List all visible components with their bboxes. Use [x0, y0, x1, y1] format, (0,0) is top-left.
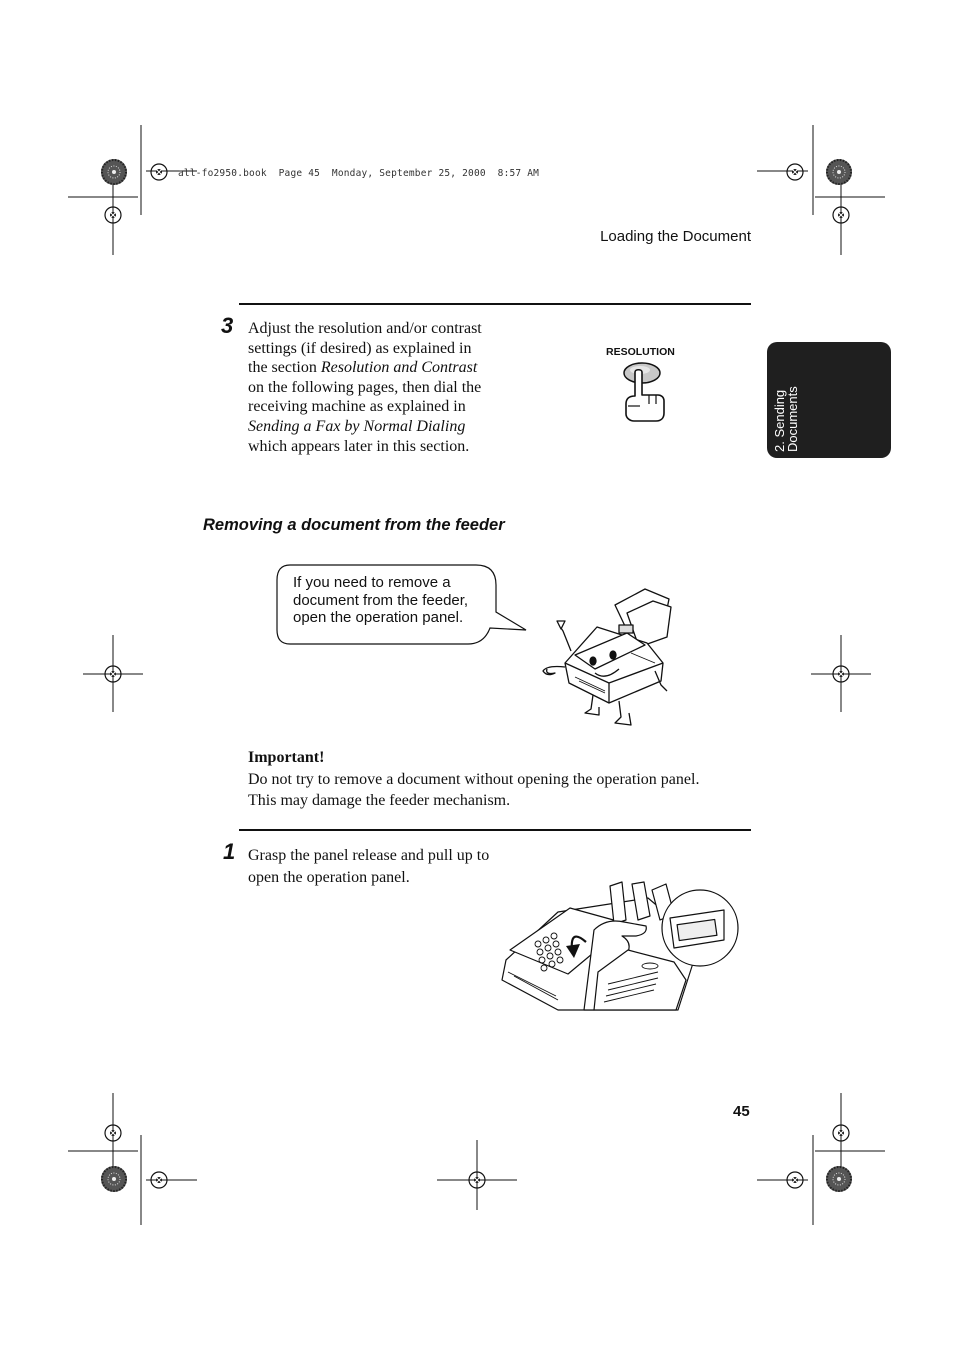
step-3-line: receiving machine as explained in — [248, 398, 466, 416]
open-operation-panel-illustration — [498, 880, 743, 1012]
chapter-tab-line-1: 2. Sending — [772, 389, 787, 452]
chapter-tab-label — [773, 348, 813, 452]
bubble-line: open the operation panel. — [293, 609, 464, 626]
fax-mascot-illustration — [535, 585, 695, 735]
important-body — [248, 769, 753, 811]
step-3-line — [248, 358, 548, 378]
section-rule-top — [239, 303, 751, 305]
step-3-text-run: the section — [248, 359, 321, 377]
important-line: This may damage the feeder mechanism. — [248, 792, 511, 809]
section-heading: Removing a document from the feeder — [203, 516, 505, 534]
important-title: Important! — [248, 749, 325, 766]
resolution-contrast-reference: Resolution and Contrast — [320, 359, 478, 377]
step-1-line: Grasp the panel release and pull up to — [248, 847, 490, 864]
bubble-line: If you need to remove a — [293, 574, 451, 591]
resolution-button-press-icon — [618, 360, 670, 424]
important-line: Do not try to remove a document without opening the operation panel. — [248, 771, 700, 788]
section-rule-middle — [239, 829, 751, 831]
step-3-line: on the following pages, then dial the — [248, 378, 482, 396]
resolution-button-label: RESOLUTION — [606, 346, 675, 358]
step-3-line: Adjust the resolution and/or contrast — [248, 320, 482, 337]
step-number-3: 3 — [221, 313, 234, 338]
speech-bubble-text — [293, 574, 498, 627]
book-file-line: all-fo2950.book Page 45 Monday, September 25, 2000 8:57 AM — [178, 168, 540, 179]
running-header: Loading the Document — [600, 228, 751, 245]
step-1-line: open the operation panel. — [248, 869, 410, 886]
bubble-line: document from the feeder, — [293, 591, 469, 609]
step-3-line: settings (if desired) as explained in — [248, 339, 472, 357]
page-number: 45 — [733, 1103, 750, 1120]
step-number-1: 1 — [223, 839, 236, 864]
chapter-tab — [767, 342, 891, 458]
normal-dialing-reference: Sending a Fax by Normal Dialing — [248, 417, 466, 435]
step-3-text — [248, 319, 548, 456]
step-3-line: which appears later in this section. — [248, 437, 470, 455]
chapter-tab-line-2: Documents — [785, 386, 800, 452]
